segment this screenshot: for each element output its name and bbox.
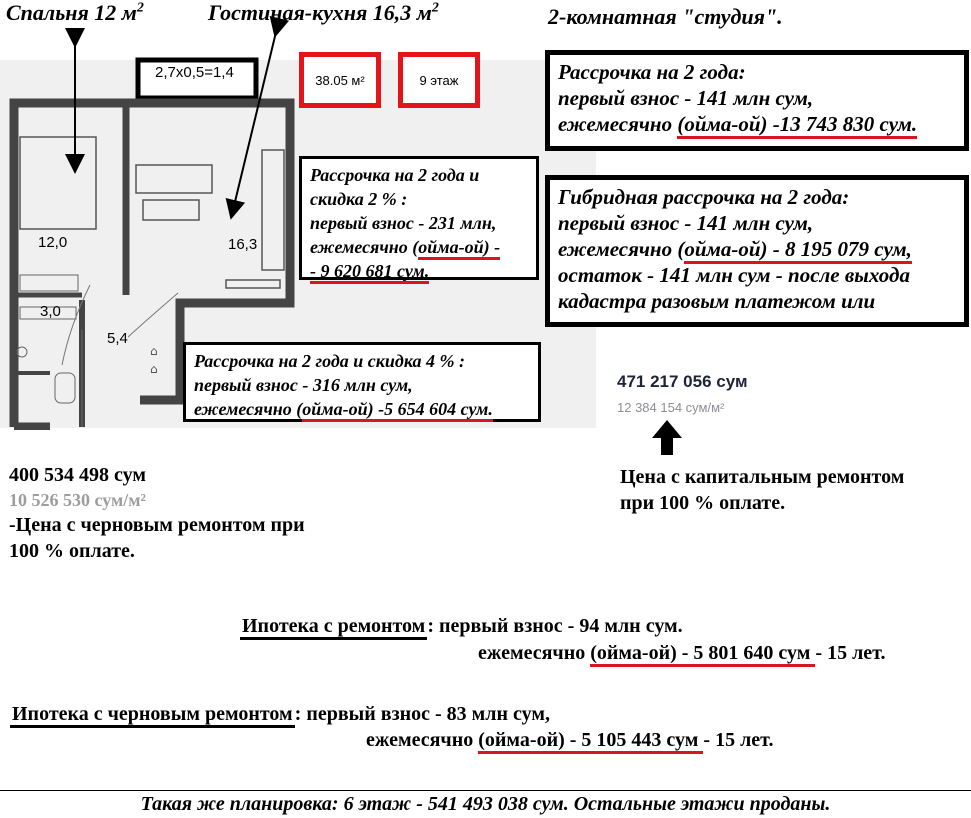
price-repair-total: 471 217 056 сум — [617, 372, 748, 391]
price-rough-caption-1: -Цена с черновым ремонтом при — [9, 514, 305, 536]
price-repair-per-m2: 12 384 154 сум/м² — [617, 400, 725, 415]
mortgage-rough-label: Ипотека с черновым ремонтом — [10, 703, 295, 728]
plan-room-bath: 3,0 — [40, 303, 61, 320]
offer-installment-2y: Рассрочка на 2 года: первый взнос - 141 млн сум, ежемесячно (ойма-ой) -13 743 830 сум. — [545, 50, 969, 151]
price-repair-caption-1: Цена с капитальным ремонтом — [620, 466, 905, 488]
mortgage-rough-monthly: ежемесячно (ойма-ой) - 5 105 443 сум - 15 лет. — [366, 729, 773, 752]
mortgage-repair-label: Ипотека с ремонтом — [240, 615, 427, 640]
offer-hybrid-installment: Гибридная рассрочка на 2 года: первый взнос - 141 млн сум, ежемесячно (ойма-ой) - 8 195 079 сум, остаток - 141 млн сум - после выхода кадастра разовым платежом или — [545, 175, 969, 327]
mortgage-rough-line: Ипотека с черновым ремонтом : первый взнос - 83 млн сум, — [10, 703, 550, 726]
offer-installment-discount-4: Рассрочка на 2 года и скидка 4 % : первый взнос - 316 млн сум, ежемесячно (ойма-ой) -5 654 604 сум. — [183, 342, 541, 422]
footer-note: Такая же планировка: 6 этаж - 541 493 038 сум. Остальные этажи проданы. — [0, 790, 971, 818]
svg-text:⌂: ⌂ — [150, 344, 158, 358]
price-rough-total: 400 534 498 сум — [9, 464, 146, 486]
price-rough-per-m2: 10 526 530 сум/м² — [9, 490, 146, 510]
area-badge: 38.05 м² — [299, 52, 381, 108]
plan-balcony-label: 2,7x0,5=1,4 — [155, 64, 234, 81]
offer-installment-discount-2: Рассрочка на 2 года и скидка 2 % : первый взнос - 231 млн, ежемесячно (ойма-ой) - - 9 620 681 сум. — [299, 156, 539, 280]
floor-badge: 9 этаж — [398, 52, 480, 108]
mortgage-repair-monthly: ежемесячно (ойма-ой) - 5 801 640 сум - 15 лет. — [478, 642, 885, 665]
heading-studio: 2-комнатная "студия". — [548, 4, 783, 29]
price-rough-caption-2: 100 % оплате. — [9, 540, 135, 562]
plan-room-living: 16,3 — [228, 236, 258, 253]
plan-room-hall: 5,4 — [107, 330, 128, 347]
svg-text:⌂: ⌂ — [150, 362, 158, 376]
mortgage-repair-line: Ипотека с ремонтом : первый взнос - 94 млн сум. — [240, 615, 683, 638]
up-arrow-icon — [652, 420, 682, 455]
heading-living: Гостиная-кухня 16,3 $м^2$ — [208, 0, 439, 25]
plan-room-bedroom: 12,0 — [38, 234, 68, 251]
price-repair-caption-2: при 100 % оплате. — [620, 492, 786, 514]
living-arrow — [233, 28, 277, 210]
heading-bedroom: Спальня 12 $м^2$ — [6, 0, 144, 25]
